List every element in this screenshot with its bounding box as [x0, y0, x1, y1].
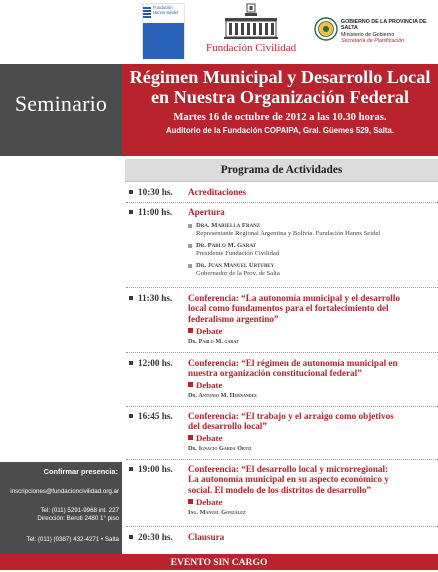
moderator-name: Dr. Antonio M. Hernandez [188, 392, 257, 399]
activity-line: Conferencia: “El trabajo y el arraigo como objetivos [188, 411, 394, 421]
program-item [126, 293, 438, 349]
footer-banner: EVENTO SIN CARGO [0, 554, 438, 570]
item-time: 16:45 hs. [138, 411, 173, 421]
program-item [126, 358, 438, 404]
gobierno-line2: Ministerio de Gobierno [341, 31, 395, 38]
item-activity: Clausura [188, 532, 225, 542]
event-title-line2: en Nuestra Organización Federal [150, 87, 410, 107]
gobierno-salta-logo [314, 15, 438, 55]
debate-label: Debate [196, 433, 223, 443]
program-item [126, 464, 438, 524]
divider [126, 352, 438, 353]
activity-line: Conferencia: “La autonomía municipal y el desarrollo [188, 293, 400, 303]
speaker-role: Presidente Fundación Civilidad [196, 250, 280, 257]
provincial-seal-icon [314, 17, 338, 41]
moderator-name: Ing. Manuel González [188, 509, 246, 516]
debate-bullet-icon [188, 382, 193, 387]
item-time: 11:30 hs. [138, 293, 173, 303]
activity-line: federalismo argentino” [188, 313, 279, 324]
item-activity: Acreditaciones [188, 187, 247, 197]
fundacion-civilidad-logo [206, 2, 296, 60]
seminario-label: Seminario [14, 91, 108, 116]
activity-line: local como fundamentos para el fortalecimiento del [188, 303, 389, 314]
item-time: 20:30 hs. [138, 532, 173, 542]
item-activity [188, 411, 436, 432]
speaker-name: Dr. Juan Manuel Urtubey [196, 262, 275, 269]
debate-label: Debate [196, 380, 223, 390]
divider [126, 459, 438, 460]
contact-tel-2: Tel: (011) (0387) 432-4271 • Salta [26, 536, 119, 543]
bullet-icon [129, 361, 133, 365]
bullet-icon [129, 467, 133, 471]
fundacion-civilidad-name: Fundación Civilidad [206, 42, 297, 54]
speaker-name: Dr. Pablo M. Garat [196, 242, 256, 249]
logo-header [0, 0, 438, 64]
cabildo-building-icon [223, 2, 279, 40]
bullet-icon [129, 535, 133, 539]
speaker-bullet-icon [188, 224, 192, 228]
speaker-name: Dra. Mariella Franz [196, 222, 261, 229]
divider [126, 526, 438, 527]
activity-line: La autonomía municipal en su aspecto económico y [188, 474, 389, 485]
moderator-name: Dr. Pablo M. garat [188, 338, 239, 345]
debate-bullet-icon [188, 435, 193, 440]
item-activity [188, 358, 436, 379]
contact-email[interactable]: inscripciones@fundacioncivilidad.org.ar [10, 488, 119, 495]
activity-line: nuestra organización constitucional federal” [188, 368, 362, 379]
activity-line: social. El modelo de los distritos de desarrollo” [188, 484, 372, 495]
speaker-bullet-icon [188, 244, 192, 248]
speaker-role: Representante Regional Argentina y Bolivia. Fundación Hanns Seidel [196, 230, 381, 237]
divider [126, 202, 438, 203]
confirm-label: Confirmar presencia: [43, 467, 118, 476]
contact-tel-1: Tel: (011) 5291-9968 int. 227 [40, 507, 119, 514]
program-item [126, 207, 438, 287]
event-title [122, 67, 438, 107]
item-activity [188, 293, 436, 324]
moderator-name: Dr. Ignacio Garda Ortiz [188, 445, 252, 452]
hanns-seidel-logo [142, 3, 185, 59]
activity-line: Conferencia: “El régimen de autonomía municipal en [188, 358, 398, 368]
divider [126, 287, 438, 288]
contact-address: Dirección: Beruti 2480 1° piso [37, 515, 119, 522]
event-venue: Auditorio de la Fundación COPAIPA, Gral. Güemes 529, Salta. [165, 126, 395, 135]
bullet-icon [129, 190, 133, 194]
item-activity [188, 464, 436, 495]
program-item [126, 411, 438, 457]
debate-label: Debate [196, 497, 223, 507]
hanns-seidel-icon [143, 7, 151, 18]
speaker-role: Gobernador de la Prov. de Salta [196, 270, 280, 277]
bullet-icon [129, 296, 133, 300]
hanns-seidel-logo-text: Fundación Hanns Seidel [153, 5, 178, 15]
gobierno-line3: Secretaría de Planificación [341, 38, 405, 45]
program-header: Programa de Actividades [125, 159, 438, 182]
event-title-line1: Régimen Municipal y Desarrollo Local [129, 67, 431, 87]
item-activity: Apertura [188, 207, 225, 217]
activity-line: del desarrollo local” [188, 421, 267, 432]
gobierno-line1: GOBIERNO DE LA PROVINCIA DE SALTA [341, 19, 427, 32]
item-time: 11:00 hs. [138, 207, 173, 217]
bullet-icon [129, 414, 133, 418]
item-time: 10:30 hs. [138, 187, 173, 197]
debate-label: Debate [196, 326, 223, 336]
activity-line: Conferencia: “El desarrollo local y microrregional: [188, 464, 389, 474]
event-datetime: Martes 16 de octubre de 2012 a las 10.30 horas. [173, 112, 387, 123]
item-time: 19:00 hs. [138, 464, 173, 474]
item-time: 12:00 hs. [138, 358, 173, 368]
speaker-bullet-icon [188, 264, 192, 268]
divider [126, 406, 438, 407]
debate-bullet-icon [188, 499, 193, 504]
debate-bullet-icon [188, 328, 193, 333]
bullet-icon [129, 210, 133, 214]
